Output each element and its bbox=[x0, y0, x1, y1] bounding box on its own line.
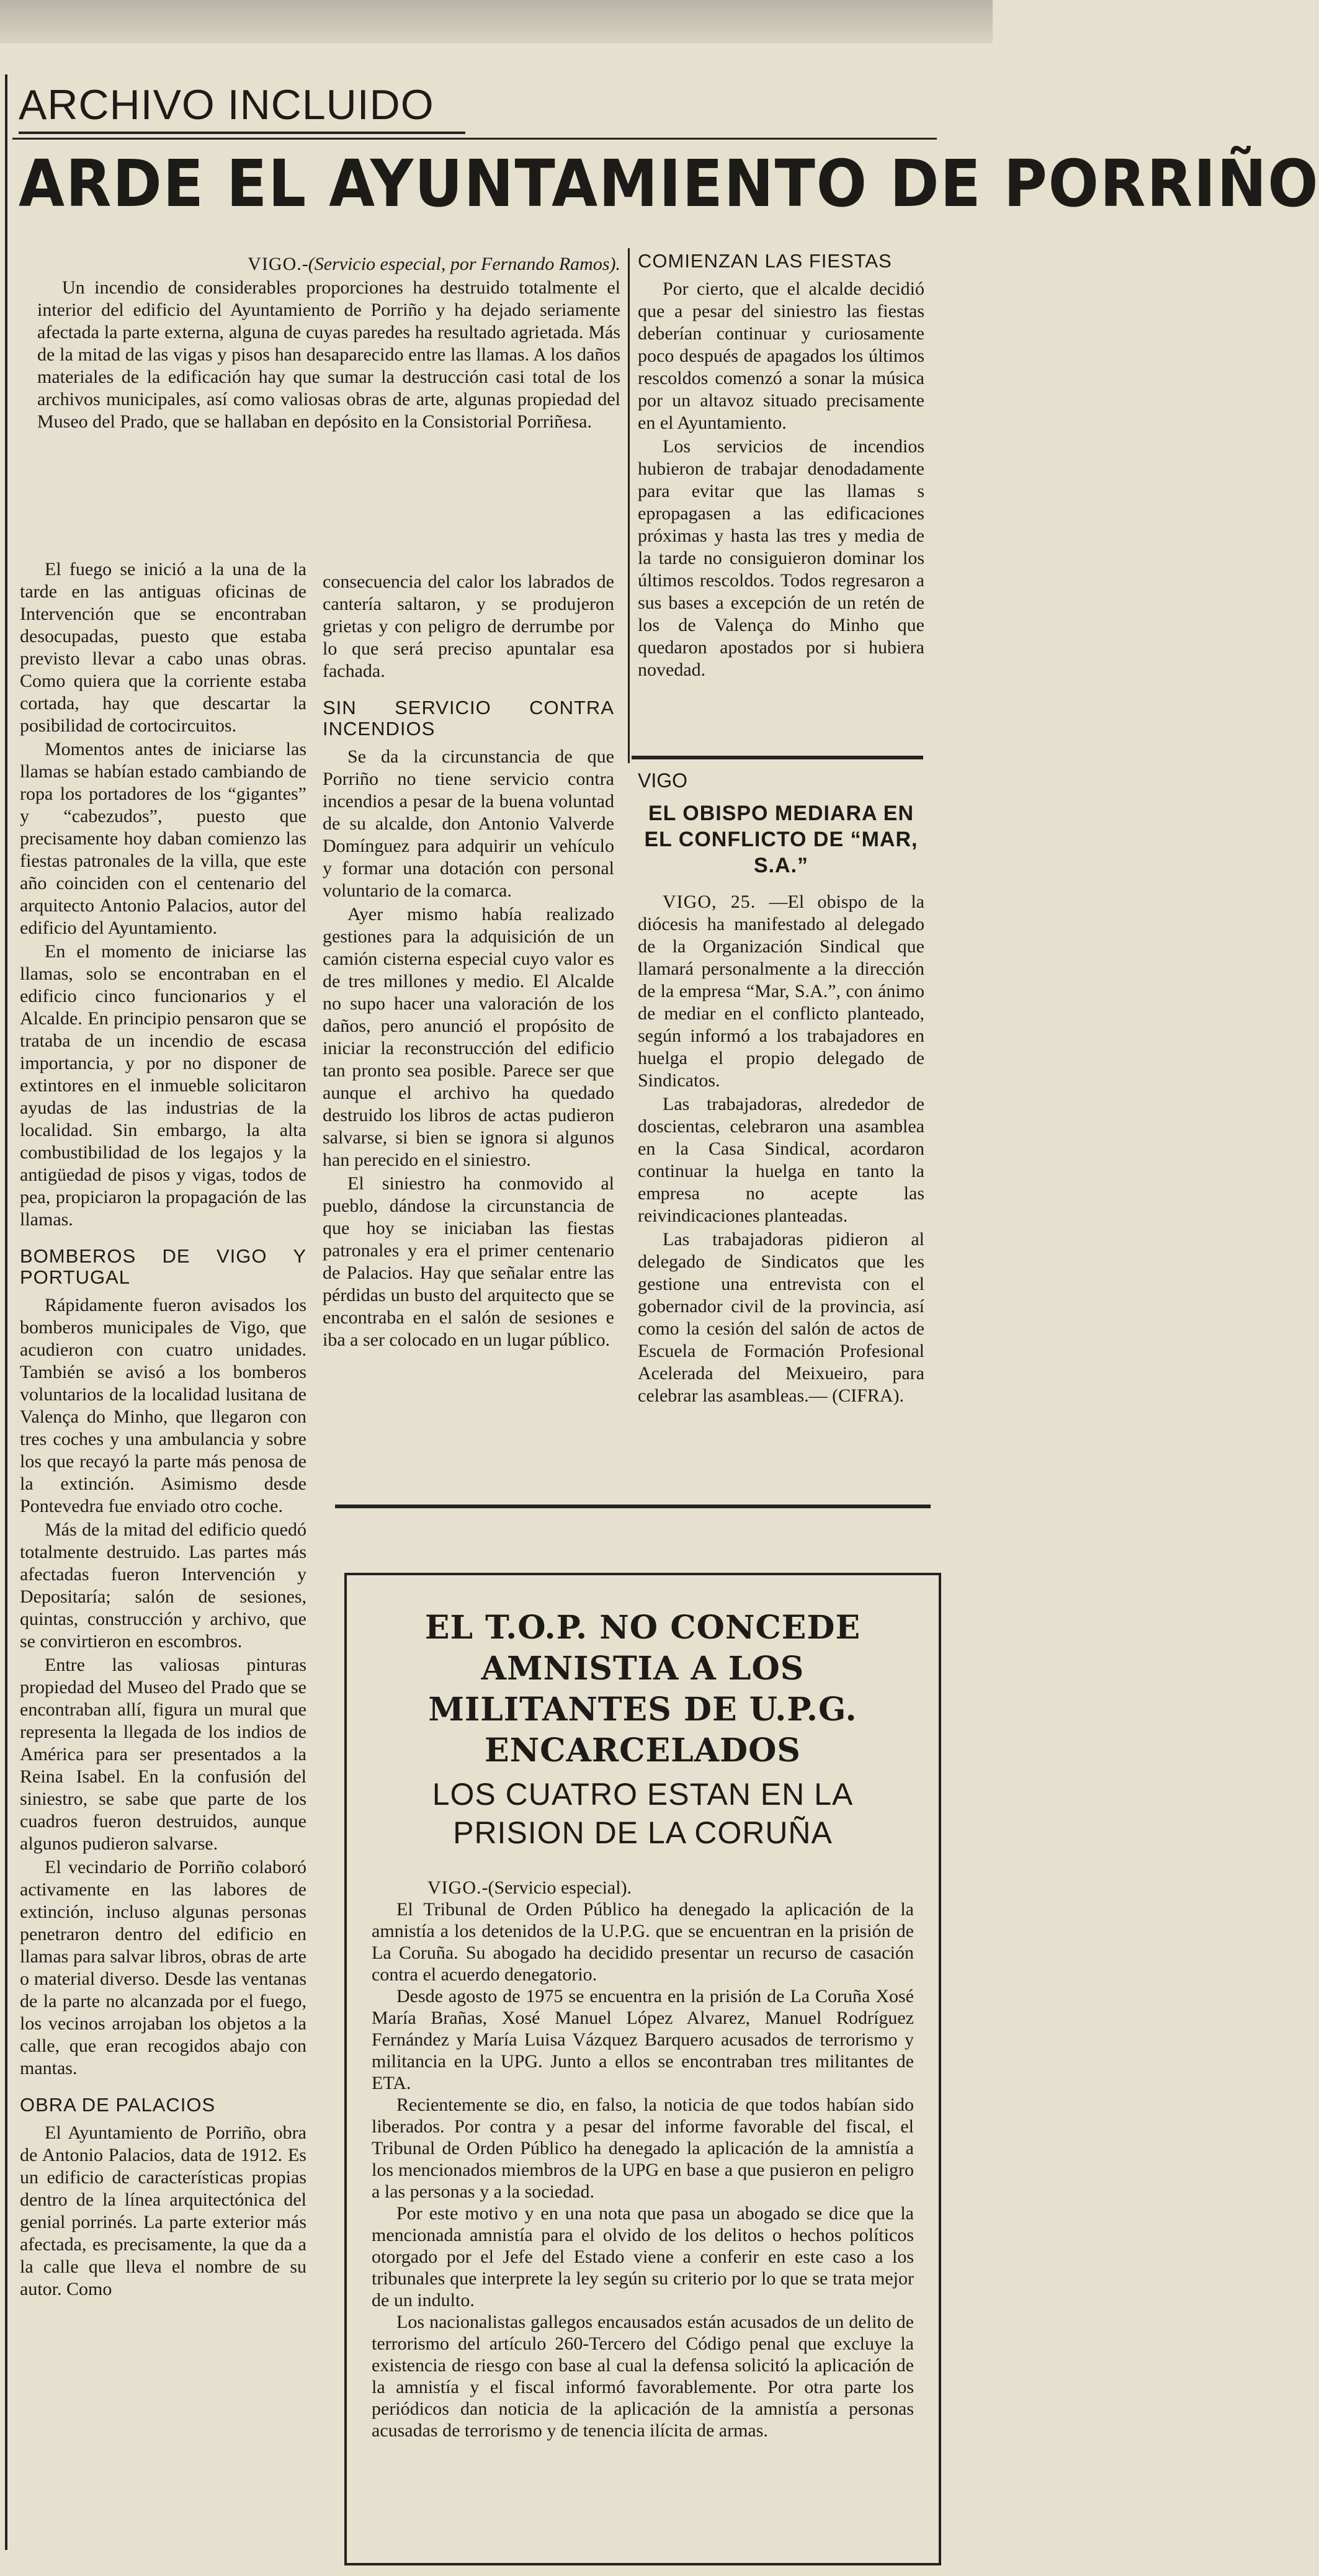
col2-paragraph-2: Se da la circunstancia de que Porriño no tiene servicio contra incendios a pesar de la buena voluntad de su alcalde, don Antonio Valverde Domínguez para adquirir un vehículo y formar una dotación con personal voluntario de la comarca. bbox=[323, 746, 614, 901]
top-story-top-rule bbox=[335, 1505, 931, 1508]
left-border-rule bbox=[5, 74, 7, 2550]
top-body bbox=[372, 1877, 914, 2441]
col2-paragraph-4: El siniestro ha conmovido al pueblo, dándose la circunstancia de que hoy se iniciaban las fiestas patronales y era el primer centenario de Palacios. Hay que señalar entre las pérdidas un busto del arquitecto que se encontraba en el salón de sesiones e iba a ser colocado en un lugar público. bbox=[323, 1173, 614, 1350]
top-paragraph-5: Los nacionalistas gallegos encausados están acusados de un delito de terrorismo del artículo 260-Tercero del Código penal que excluye la existencia de riesgo con base al cual la defensa solicitó la aplicación de la amnistía y el fiscal informó favorablemente. Por otra parte los periódicos dan noticia de la aplicación de la amnistía a personas acusadas de terrorismo y de tenencia ilícita de armas. bbox=[372, 2312, 914, 2441]
col1-paragraph-3: En el momento de iniciarse las llamas, solo se encontraban en el edificio cinco funcionarios y el Alcalde. En principio pensaron que se trataba de un incendio de escasa importancia, y por no disponer de extintores en el inmueble solicitaron ayudas de las industrias de la localidad. Sin embargo, la alta combustibilidad de los legajos y la antigüedad de pisos y vigas, todos de pea, propiciaron la propagación de las llamas. bbox=[20, 941, 306, 1230]
lead-paragraph: Un incendio de considerables proporciones ha destruido totalmente el interior del edificio del Ayuntamiento de Porriño y ha dejado seriamente afectada la parte externa, alguna de cuyas paredes ha resultado agrietada. Más de la mitad de las vigas y pisos han desaparecido entre las llamas. A los daños materiales de la edificación hay que sumar la destrucción casi total de los archivos municipales, así como valiosas obras de arte, algunas propiedad del Museo del Prado, que se hallaban en depósito en la Consistorial Porriñesa. bbox=[37, 277, 620, 432]
column-rule-1 bbox=[628, 248, 630, 763]
subhead-sin-servicio: SIN SERVICIO CONTRA INCENDIOS bbox=[323, 697, 614, 740]
top-headline: EL T.O.P. NO CONCEDE AMNISTIA A LOS MILITANTES DE U.P.G. ENCARCELADOS bbox=[424, 1609, 861, 1769]
obispo-paragraph-1: —El obispo de la diócesis ha manifestado al delegado de la Organización Sindical que llamará personalmente a la dirección de la empresa “Mar, S.A.”, con ánimo de mediar en el conflicto planteado, según informó a los trabajadores en huelga el propio delegado de Sindicatos. bbox=[638, 892, 924, 1091]
top-paragraph-3: Recientemente se dio, en falso, la noticia de que todos habían sido liberados. Por contra y a pesar del informe favorable del fiscal, el Tribunal de Orden Público ha denegado la aplicación de la amnistía a los mencionados miembros de la UPG en base a que pusieron en peligro a las personas y a la sociedad. bbox=[372, 2095, 914, 2202]
col3-paragraph-2: Los servicios de incendios hubieron de trabajar denodadamente para evitar que las llamas s epropagasen a las edificaciones próximas y hasta las tres y media de la tarde no consiguieron dominar los últimos rescoldos. Todos regresaron a sus bases a excepción de un retén de los de Valença do Minho que quedaron apostados por si hubiera novedad. bbox=[638, 436, 924, 680]
subhead-comienzan-fiestas: COMIENZAN LAS FIESTAS bbox=[638, 250, 892, 272]
col2-paragraph-3: Ayer mismo había realizado gestiones para la adquisición de un camión cisterna especial cuyo valor es de tres millones y medio. El Alcalde no supo hacer una valoración de los daños, pero anunció el propósito de iniciar la reconstrucción del edificio tan pronto sea posible. Parece ser que aunque el archivo ha quedado destruido los libros de actas pudieron salvarse, si bien se ignora si algunos han perecido en el siniestro. bbox=[323, 904, 614, 1170]
col1-paragraph-8: El Ayuntamiento de Porriño, obra de Antonio Palacios, data de 1912. Es un edificio de características propias dentro de la línea arquitectónica del genial porrinés. La parte exterior más afectada, es precisamente, la que da a la calle que lleva el nombre de su autor. Como bbox=[20, 2122, 306, 2299]
obispo-paragraph-2: Las trabajadoras, alrededor de doscientas, celebraron una asamblea en la Casa Sindical, acordaron continuar la huelga en tanto la empresa no acepte las reivindicaciones planteadas. bbox=[638, 1094, 924, 1226]
obispo-headline: EL OBISPO MEDIARA EN EL CONFLICTO DE “MAR, S.A.” bbox=[644, 802, 918, 877]
subhead-obra-palacios: OBRA DE PALACIOS bbox=[20, 2094, 216, 2116]
col1-paragraph-5: Más de la mitad del edificio quedó totalmente destruido. Las partes más afectadas fueron Intervención y Depositaría; salón de sesiones, quintas, construcción y archivo, que se convirtieron en escombros. bbox=[20, 1519, 306, 1652]
obispo-paragraph-3: Las trabajadoras pidieron al delegado de Sindicatos que les gestione una entrevista con el gobernador civil de la provincia, así como la cesión del salón de actos de Escuela de Formación Profesional Acelerada del Meixueiro, para celebrar las asambleas.— (CIFRA). bbox=[638, 1229, 924, 1406]
page-top-band bbox=[0, 0, 993, 43]
obispo-section-tag: VIGO bbox=[638, 769, 688, 792]
top-dateline: VIGO. bbox=[427, 1877, 482, 1898]
section-kicker: ARCHIVO INCLUIDO bbox=[19, 81, 434, 128]
col1-paragraph-6: Entre las valiosas pinturas propiedad del Museo del Prado que se encontraban allí, figura un mural que representa la llegada de los indios de América para ser presentados a la Reina Isabel. En la confusión del siniestro, se sabe que parte de los cuadros fueron destruidos, aunque algunos pudieron salvarse. bbox=[20, 1655, 306, 1854]
lead-block bbox=[37, 253, 620, 434]
obispo-story bbox=[638, 769, 924, 1408]
obispo-top-rule bbox=[632, 756, 923, 759]
dateline: VIGO. bbox=[248, 254, 302, 274]
col2-paragraph-1: consecuencia del calor los labrados de cantería saltaron, y se produjeron grietas y con peligro de derrumbe por lo que será preciso apuntalar esa fachada. bbox=[323, 571, 614, 681]
column-1 bbox=[20, 558, 306, 2302]
headline-top-rule bbox=[12, 138, 937, 140]
subhead-bomberos: BOMBEROS DE VIGO Y PORTUGAL bbox=[20, 1245, 306, 1288]
column-3 bbox=[638, 248, 924, 682]
top-paragraph-2: Desde agosto de 1975 se encuentra en la prisión de La Coruña Xosé María Brañas, Xosé Manuel López Alvarez, Manuel Rodríguez Fernández y María Luisa Vázquez Barquero acusados de terrorismo y militancia en la UPG. Junto a ellos se encontraban tres militantes de ETA. bbox=[372, 1986, 914, 2093]
top-story-box bbox=[344, 1573, 941, 2565]
top-subhead: LOS CUATRO ESTAN EN LA PRISION DE LA CORUÑA bbox=[432, 1777, 854, 1850]
column-2 bbox=[323, 571, 614, 1353]
kicker-underline bbox=[19, 132, 465, 134]
col1-paragraph-4: Rápidamente fueron avisados los bomberos municipales de Vigo, que acudieron con cuatro unidades. También se avisó a los bomberos voluntarios de la localidad lusitana de Valença do Minho, que llegaron con tres coches y una ambulancia y sobre los que recayó la parte más penosa de la extinción. Asimismo desde Pontevedra fue enviado otro coche. bbox=[20, 1295, 306, 1516]
main-headline: ARDE EL AYUNTAMIENTO DE PORRIÑO bbox=[19, 146, 1319, 221]
top-paragraph-1: El Tribunal de Orden Público ha denegado la aplicación de la amnistía a los detenidos de la U.P.G. que se encuentran en la prisión de La Coruña. Su abogado ha decidido presentar un recurso de casación contra el acuerdo denegatorio. bbox=[372, 1899, 914, 1985]
top-paragraph-4: Por este motivo y en una nota que pasa un abogado se dice que la mencionada amnistía para el olvido de los delitos o hechos políticos otorgado por el Jefe del Estado viene a conferir en este caso a los tribunales que interprete la ley según su criterio por lo que se trata mejor de un indulto. bbox=[372, 2203, 914, 2310]
dateline-note: -(Servicio especial, por Fernando Ramos). bbox=[302, 254, 620, 274]
col1-paragraph-7: El vecindario de Porriño colaboró activamente en las labores de extinción, incluso algunas personas penetraron dentro del edificio en llamas para salvar libros, obras de arte o material diverso. Desde las ventanas de la parte no alcanzada por el fuego, los vecinos arrojaban los objetos a la calle, que eran recogidos abajo con mantas. bbox=[20, 1857, 306, 2078]
col3-paragraph-1: Por cierto, que el alcalde decidió que a pesar del siniestro las fiestas deberían continuar y curiosamente poco después de apagados los últimos rescoldos comenzó a sonar la música por un altavoz situado precisamente en el Ayuntamiento. bbox=[638, 279, 924, 433]
col1-paragraph-2: Momentos antes de iniciarse las llamas se habían estado cambiando de ropa los portadores de los “gigantes” y “cabezudos”, puesto que precisamente hoy daban comienzo las fiestas patronales de la villa, que este año coinciden con el centenario del arquitecto Antonio Palacios, autor del edificio del Ayuntamiento. bbox=[20, 739, 306, 938]
obispo-dateline: VIGO, 25. bbox=[663, 892, 756, 912]
top-dateline-note: -(Servicio especial). bbox=[481, 1877, 632, 1898]
col1-paragraph-1: El fuego se inició a la una de la tarde en las antiguas oficinas de Intervención que se encontraban desocupadas, puesto que estaba previsto llevar a cabo unas obras. Como quiera que la corriente estaba cortada, hay que descartar la posibilidad de cortocircuitos. bbox=[20, 559, 306, 736]
